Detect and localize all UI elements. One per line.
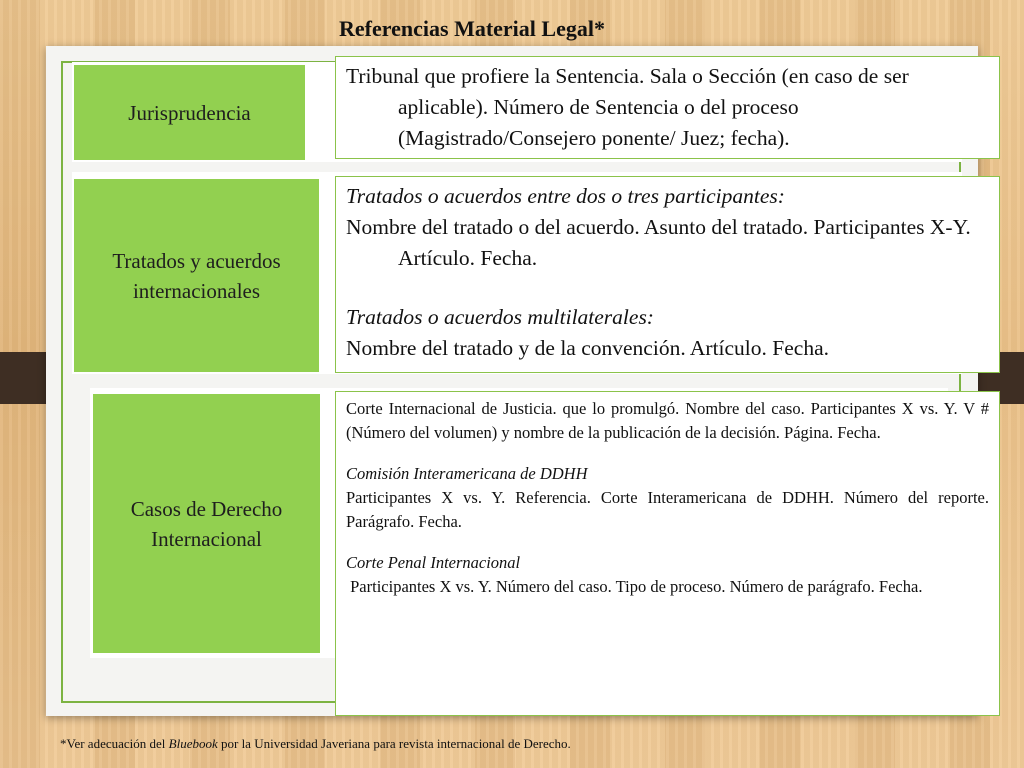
casos-cpi-heading: Corte Penal Internacional: [346, 553, 521, 572]
casos-cpi-text: Participantes X vs. Y. Número del caso. Tipo de proceso. Número de parágrafo. Fecha.: [346, 577, 923, 596]
jurisprudencia-text: Tribunal que profiere la Sentencia. Sala o Sección (en caso de ser aplicable). Número de Sentencia o del proceso (Magistrado/Consejero ponente/ Juez; fecha).: [346, 64, 909, 150]
footnote-suffix: por la Universidad Javeriana para revista internacional de Derecho.: [217, 736, 571, 751]
content-jurisprudencia: [335, 56, 1000, 159]
content-casos: [335, 391, 1000, 716]
casos-cidh-text: Participantes X vs. Y. Referencia. Corte Interamericana de DDHH. Número del reporte. Parágrafo. Fecha.: [346, 488, 989, 531]
tratados-multilateral-text: Nombre del tratado y de la convención. Artículo. Fecha.: [346, 336, 829, 360]
tratados-bilateral-heading: Tratados o acuerdos entre dos o tres participantes:: [346, 184, 785, 208]
tratados-multilateral-heading: Tratados o acuerdos multilaterales:: [346, 305, 654, 329]
label-tratados: Tratados y acuerdos internacionales: [74, 179, 319, 372]
label-jurisprudencia: Jurisprudencia: [74, 65, 305, 160]
label-casos: Casos de Derecho Internacional: [93, 394, 320, 653]
page-title: Referencias Material Legal*: [339, 16, 605, 41]
footnote-bluebook: Bluebook: [168, 736, 218, 751]
footnote-prefix: *Ver adecuación del: [60, 736, 169, 751]
tratados-bilateral-text: Nombre del tratado o del acuerdo. Asunto del tratado. Participantes X-Y. Artículo. Fecha.: [346, 215, 971, 270]
footnote: [60, 736, 571, 752]
casos-cij-text: Corte Internacional de Justicia. que lo promulgó. Nombre del caso. Participantes X vs. Y. V # (Número del volumen) y nombre de la publicación de la decisión. Página. Fecha.: [346, 399, 989, 442]
content-tratados: [335, 176, 1000, 373]
casos-cidh-heading: Comisión Interamericana de DDHH: [346, 464, 588, 483]
